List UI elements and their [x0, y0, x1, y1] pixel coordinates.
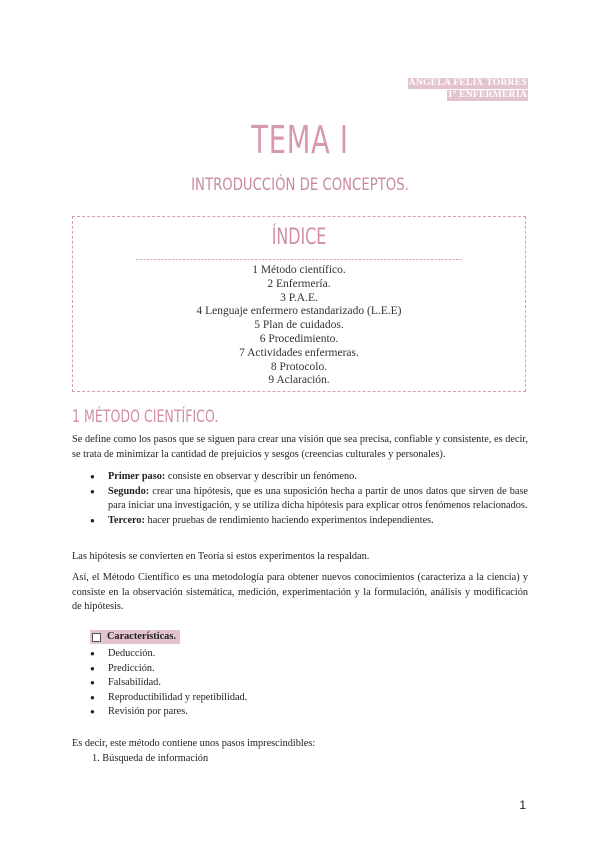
checkbox-icon: [92, 633, 101, 642]
intro-paragraph: Se define como los pasos que se siguen para crear una visión que sea precisa, confiable y consistente, es decir, se trata de minimizar la cantidad de prejuicios y sesgos (creencias culturales y personales).: [72, 434, 528, 460]
index-item: 1 Método científico.: [252, 264, 346, 276]
index-heading: ÍNDICE: [136, 217, 461, 260]
list-item: ● Reproductibilidad y repetibilidad.: [72, 691, 528, 706]
page-title: TEMA I: [251, 118, 349, 162]
step-text: crear una hipótesis, que es una suposición hecha a partir de unos datos que sirven de base para iniciar una investigación, y se utiliza dicha hipótesis para explicar otros fenómenos relacionados.: [108, 485, 528, 511]
summary-paragraph: Así, el Método Científico es una metodología para obtener nuevos conocimientos (caracteriza a la ciencia) y consiste en la observación sistemática, medición, experimentación y la formulación, análisis y modificación de hipótesis.: [72, 572, 528, 612]
index-item: 7 Actividades enfermeras.: [239, 346, 359, 359]
step-text: consiste en observar y describir un fenómeno.: [165, 471, 357, 482]
index-box: [72, 216, 526, 392]
steps-list: [72, 470, 528, 528]
index-item: 3 P.A.E.: [280, 291, 318, 304]
index-item: 2 Enfermería.: [267, 277, 331, 290]
list-item: [72, 485, 528, 514]
step-label: Primer paso:: [108, 471, 166, 482]
list-item: 1. Búsqueda de información: [92, 753, 209, 764]
hypothesis-note: Las hipótesis se convierten en Teoría si estos experimentos la respaldan.: [72, 551, 370, 562]
list-item: [72, 514, 528, 529]
list-item: ● Falsabilidad.: [72, 676, 528, 691]
index-item: 4 Lenguaje enfermero estandarizado (L.E.E): [196, 305, 402, 318]
index-item: 9 Aclaración.: [268, 374, 330, 387]
index-item: 6 Procedimiento.: [259, 332, 339, 345]
step-text: hacer pruebas de rendimiento haciendo experimentos independientes.: [144, 514, 434, 526]
list-item: ● Deducción.: [72, 647, 528, 662]
list-item: ● Predicción.: [72, 662, 528, 677]
page-subtitle: INTRODUCCIÓN DE CONCEPTOS.: [191, 175, 409, 195]
author-block: [408, 72, 528, 101]
author-name: ÁNGELA FÉLIX TORRES: [408, 78, 527, 88]
steps-intro: Es decir, este método contiene unos pasos imprescindibles:: [72, 738, 316, 749]
index-item: 5 Plan de cuidados.: [254, 319, 344, 332]
index-list: [73, 264, 525, 388]
characteristics-list: [72, 647, 528, 720]
author-course: 1º ENFERMERÍA: [447, 90, 527, 100]
page-number: 1: [519, 798, 526, 812]
characteristics-heading: [90, 630, 180, 644]
index-item: 8 Protocolo.: [270, 360, 328, 373]
step-label: Segundo:: [108, 485, 150, 497]
list-item: ● Revisión por pares.: [72, 705, 528, 720]
section-title: 1 MÉTODO CIENTÍFICO.: [72, 407, 219, 427]
characteristics-heading-label: Características.: [107, 631, 176, 642]
list-item: [72, 470, 528, 485]
numbered-steps: [72, 752, 208, 767]
step-label: Tercero:: [108, 514, 145, 526]
